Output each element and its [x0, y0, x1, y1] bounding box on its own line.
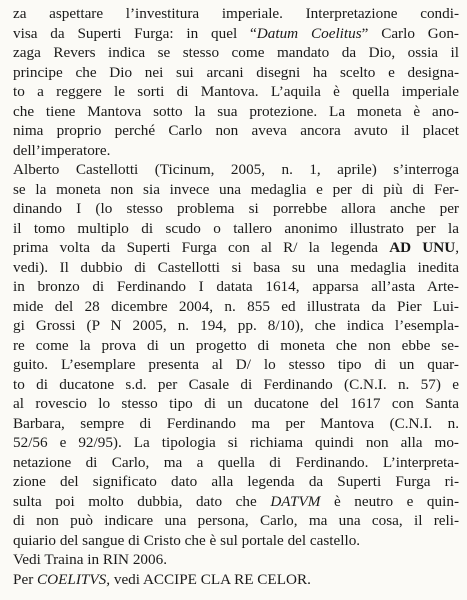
italic-text: Datum Coelitus: [256, 24, 362, 42]
text-segment: nima proprio perché Carlo non aveva ancora avuto il placet: [13, 122, 459, 139]
text-line: [13, 199, 459, 219]
text-line: [13, 141, 459, 161]
text-line: [13, 297, 459, 317]
text-line: [13, 102, 459, 122]
italic-text: DATVM: [270, 492, 321, 510]
text-line: [13, 492, 459, 512]
text-segment: che tiene Mantova sotto la sua protezione. La moneta è ano-: [13, 102, 459, 120]
text-line: [13, 472, 459, 492]
text-segment: prima volta da Superti Furga con al R/ la legenda: [13, 239, 390, 256]
text-segment: 52/56 e 92/95). La tipologia si richiama quindi non alla mo-: [13, 434, 459, 451]
text-segment: è neutro e quin-: [320, 492, 459, 510]
text-line: [13, 238, 459, 258]
text-line: [13, 24, 459, 44]
text-segment: to a reggere le sorti di Mantova. L’aquila è quella imperiale: [13, 83, 459, 100]
text-segment: vedi). Il dubbio di Castellotti si basa su una medaglia inedita: [13, 258, 459, 276]
text-segment: visa da Superti Furga: in quel “: [13, 24, 257, 42]
text-segment: re come la prova di un progetto di moneta che non ebbe se-: [13, 336, 459, 354]
text-segment: gi Grossi (P N 2005, n. 194, pp. 8/10), che indica l’esempla-: [13, 317, 459, 334]
text-segment: netazione di Carlo, ma a quella di Ferdinando. L’interpreta-: [13, 453, 459, 471]
text-segment: principe che Dio nei sui arcani disegni ha scelto e designa-: [13, 63, 459, 81]
italic-text: COELITVS,: [37, 570, 111, 588]
body-text: [13, 4, 459, 589]
text-line: [13, 570, 459, 590]
text-segment: Alberto Castellotti (Ticinum, 2005, n. 1, aprile) s’interroga: [13, 161, 459, 178]
text-segment: vedi ACCIPE CLA RE CELOR.: [110, 570, 311, 588]
bold-text: AD UNU: [389, 239, 456, 256]
text-segment: to di ducatone s.d. per Casale di Ferdinando (C.N.I. n. 57) e: [13, 375, 459, 393]
text-line: [13, 433, 459, 453]
text-segment: zione del significato dato alla legenda da Superti Furga ri-: [13, 473, 459, 490]
text-segment: ” Carlo Gon-: [361, 24, 459, 42]
text-line: [13, 394, 459, 414]
text-line: [13, 63, 459, 83]
text-segment: al rovescio lo stesso tipo di un ducatone del 1617 con Santa: [13, 395, 459, 412]
text-line: [13, 355, 459, 375]
text-line: [13, 316, 459, 336]
text-line: [13, 258, 459, 278]
text-segment: guito. L’esemplare presenta al D/ lo stesso tipo di un quar-: [13, 356, 459, 373]
text-line: [13, 43, 459, 63]
text-line: [13, 375, 459, 395]
text-segment: dinando I (lo stesso problema si porrebbe allora anche per: [13, 200, 459, 217]
text-segment: Barbara, sempre di Ferdinando ma per Mantova (C.N.I. n.: [13, 414, 459, 432]
text-line: [13, 531, 459, 551]
text-segment: quiario del sangue di Cristo che è sul portale del castello.: [13, 531, 361, 549]
text-line: [13, 511, 459, 531]
text-segment: il tomo multiplo di scudo o tallero anonimo illustrato per la: [13, 219, 459, 237]
text-line: [13, 82, 459, 102]
text-line: [13, 180, 459, 200]
text-segment: dell’imperatore.: [13, 141, 111, 159]
text-line: [13, 121, 459, 141]
text-line: [13, 414, 459, 434]
text-segment: in bronzo di Ferdinando I datata 1614, apparsa all’asta Arte-: [13, 278, 459, 295]
text-segment: mide del 28 dicembre 2004, n. 855 ed illustrata da Pier Lui-: [13, 297, 459, 315]
text-line: [13, 336, 459, 356]
text-segment: ,: [455, 239, 459, 256]
text-segment: Vedi Traina in RIN 2006.: [13, 551, 167, 568]
text-line: [13, 550, 459, 570]
text-segment: zaga Revers indica se stesso come mandato da Dio, ossia il: [13, 44, 459, 61]
text-segment: di non può indicare una persona, Carlo, ma una cosa, il reli-: [13, 512, 459, 529]
text-line: [13, 160, 459, 180]
text-line: [13, 453, 459, 473]
text-segment: se la moneta non sia invece una medaglia e per di più di Fer-: [13, 180, 459, 198]
text-segment: Per: [13, 570, 38, 588]
text-segment: za aspettare l’investitura imperiale. Interpretazione condi-: [13, 5, 459, 22]
text-line: [13, 277, 459, 297]
text-line: [13, 4, 459, 24]
text-segment: sulta poi molto dubbia, dato che: [13, 492, 271, 510]
text-line: [13, 219, 459, 239]
